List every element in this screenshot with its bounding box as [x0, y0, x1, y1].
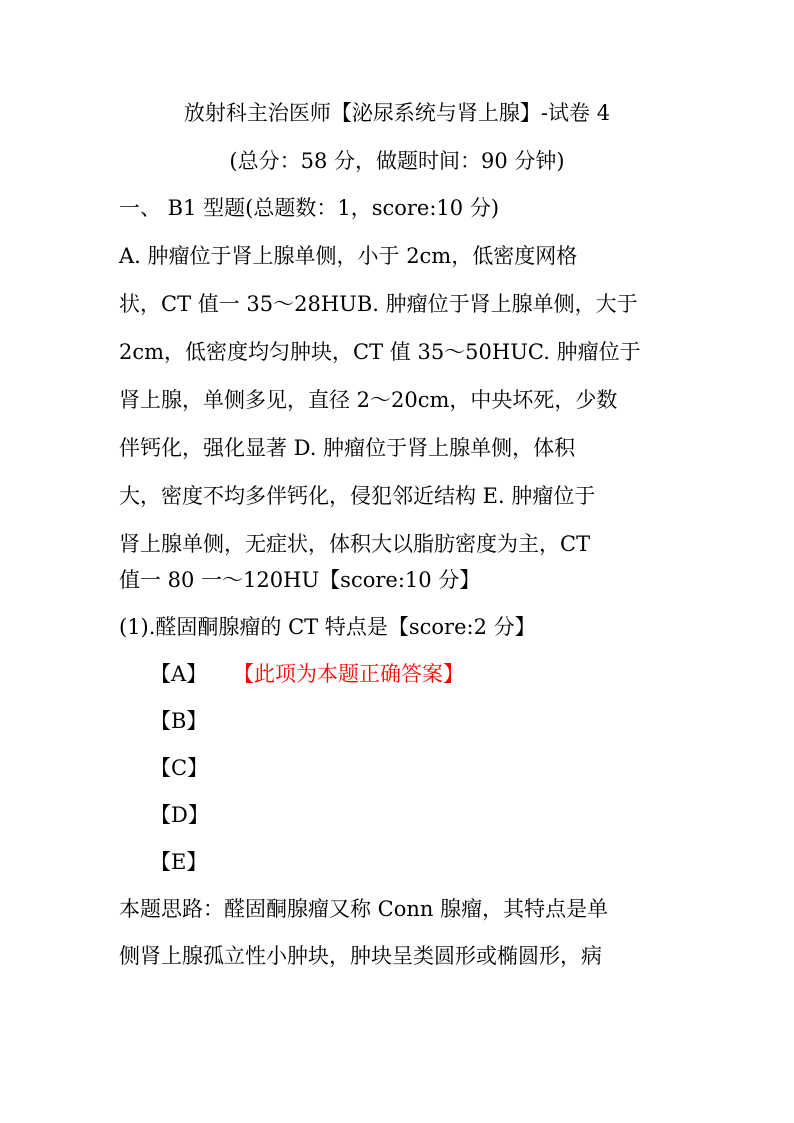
stem-line: A. 肿瘤位于肾上腺单侧，小于 2cm，低密度网格 — [119, 244, 578, 268]
option-c: 【C】 — [150, 756, 209, 780]
question-text: (1).醛固酮腺瘤的 CT 特点是【score:2 分】 — [119, 615, 536, 639]
section-heading: 一、 B1 型题(总题数：1，score:10 分) — [119, 196, 500, 220]
stem-line: 大，密度不均多伴钙化，侵犯邻近结构 E. 肿瘤位于 — [119, 484, 596, 508]
option-d: 【D】 — [150, 803, 209, 827]
stem-line: 状，CT 值一 35～28HUB. 肿瘤位于肾上腺单侧，大于 — [119, 292, 638, 316]
analysis-line: 侧肾上腺孤立性小肿块，肿块呈类圆形或椭圆形，病 — [119, 944, 602, 968]
option-e: 【E】 — [150, 850, 208, 874]
stem-line: 肾上腺单侧，无症状，体积大以脂肪密度为主，CT — [119, 532, 591, 556]
option-a: 【A】 — [150, 662, 208, 686]
stem-line: 伴钙化，强化显著 D. 肿瘤位于肾上腺单侧，体积 — [119, 436, 576, 460]
exam-title: 放射科主治医师【泌尿系统与肾上腺】-试卷 4 — [183, 101, 611, 125]
correct-answer-note: 【此项为本题正确答案】 — [233, 662, 464, 686]
analysis-line: 本题思路：醛固酮腺瘤又称 Conn 腺瘤，其特点是单 — [119, 897, 609, 921]
stem-line: 肾上腺，单侧多见，直径 2～20cm，中央坏死，少数 — [119, 388, 618, 412]
option-b: 【B】 — [150, 709, 208, 733]
exam-subtitle: (总分：58 分，做题时间：90 分钟) — [229, 149, 565, 173]
stem-line: 值一 80 一～120HU【score:10 分】 — [119, 568, 481, 592]
stem-line: 2cm，低密度均匀肿块，CT 值 35～50HUC. 肿瘤位于 — [119, 340, 641, 364]
